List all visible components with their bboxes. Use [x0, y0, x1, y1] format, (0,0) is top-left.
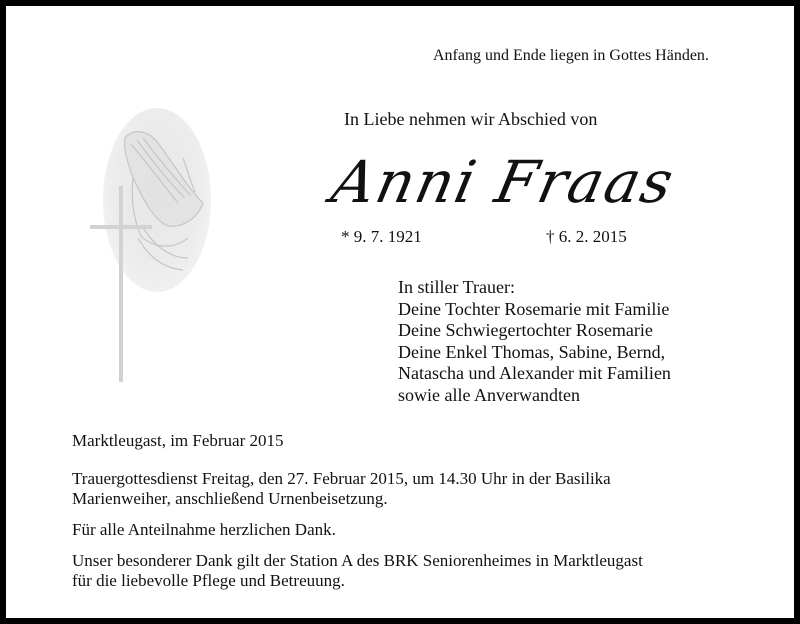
obituary-notice — [6, 6, 794, 618]
mourner-line: Deine Tochter Rosemarie mit Familie — [398, 298, 670, 319]
service-line: Marienweiher, anschließend Urnenbeisetzung. — [72, 489, 388, 508]
thanks-line: Für alle Anteilnahme herzlichen Dank. — [72, 520, 336, 539]
mourner-line: Deine Schwiegertochter Rosemarie — [398, 320, 653, 340]
funeral-service-info — [72, 469, 611, 509]
intro-line: In Liebe nehmen wir Abschied von — [344, 109, 598, 129]
mourners-list — [398, 277, 671, 406]
special-thanks — [72, 551, 643, 591]
special-thanks-line: für die liebevolle Pflege und Betreuung. — [72, 571, 345, 590]
place-date: Marktleugast, im Februar 2015 — [72, 431, 284, 450]
mourner-line: sowie alle Anverwandten — [398, 384, 580, 405]
special-thanks-line: Unser besonderer Dank gilt der Station A des BRK Seniorenheimes in Marktleugast — [72, 551, 643, 570]
birth-date: * 9. 7. 1921 — [341, 227, 422, 246]
cross-icon — [119, 186, 123, 382]
cross-icon-bar — [90, 225, 152, 229]
mourner-line: Natascha und Alexander mit Familien — [398, 363, 671, 383]
motto: Anfang und Ende liegen in Gottes Händen. — [433, 47, 709, 64]
service-line: Trauergottesdienst Freitag, den 27. Februar 2015, um 14.30 Uhr in der Basilika — [72, 469, 611, 488]
mourner-line: Deine Enkel Thomas, Sabine, Bernd, — [398, 341, 666, 362]
mourners-heading: In stiller Trauer: — [398, 277, 515, 297]
deceased-name: Anni Fraas — [326, 148, 681, 216]
death-date: † 6. 2. 2015 — [546, 227, 627, 246]
